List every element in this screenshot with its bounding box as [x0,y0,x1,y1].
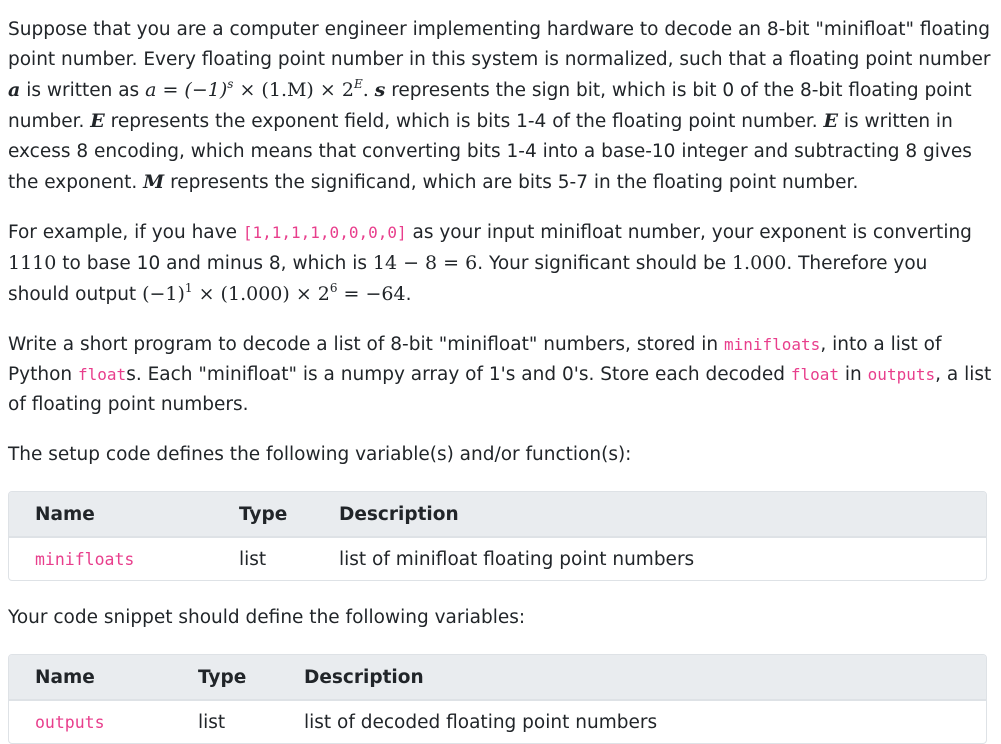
table-header-row [9,492,986,537]
setup-variables-heading: The setup code defines the following variable(s) and/or function(s): [8,444,632,465]
column-header-type: Type [172,655,278,700]
example-paragraph: For example, if you have [1,1,1,1,0,0,0,0] as your input minifloat number, your exponent is converting 1110 to base 10 and minus 8, which is 14 − 8 = 6. Your significant should be 1.000. Therefore you should output $(-1)^1 \times (1.000) \times 2^6 = -64$. [8,222,972,305]
variable-description: list of minifloat floating point numbers [339,548,695,570]
variable-name: minifloats [35,549,135,569]
output-variables-table [8,654,987,744]
table-row [9,700,986,743]
example-input-code: [1,1,1,1,0,0,0,0] [242,223,407,242]
column-header-name: Name [9,492,213,537]
column-header-name: Name [9,655,172,700]
column-header-description: Description [278,655,986,700]
intro-paragraph: Suppose that you are a computer engineer implementing hardware to decode an 8-bit "minifloat" floating point number. Every floating point number in this system is normalized, such that a floating point number a is written as $a = (-1)^s \times (1.M) \times 2^E$. s represents the sign bit, which is bit 0 of the 8-bit floating point number. E represents the exponent field, which is bits 1-4 of the floating point number. E is written in excess 8 encoding, which means that converting bits 1-4 into a base-10 integer and subtracting 8 gives the exponent. M represents the significand, which are bits 5-7 in the floating point number. [8,19,991,193]
table-header-row [9,655,986,700]
variable-name: outputs [35,712,105,732]
variable-type: list [198,711,226,733]
output-variables-heading: Your code snippet should define the following variables: [8,607,526,628]
example-output-formula: $(-1)^1 \times (1.000) \times 2^6 = -64$ [142,281,406,305]
minifloat-formula: $a = (-1)^s \times (1.M) \times 2^E$. [145,77,369,101]
variable-type: list [239,548,267,570]
table-row [9,537,986,580]
column-header-description: Description [313,492,986,537]
setup-variables-table [8,491,987,581]
task-paragraph: Write a short program to decode a list of 8-bit "minifloat" numbers, stored in minifloats, into a list of Python floats. Each "minifloat" is a numpy array of 1's and 0's. Store each decoded float in outputs, a list of floating point numbers. [8,334,992,415]
variable-description: list of decoded floating point numbers [304,711,658,733]
column-header-type: Type [213,492,313,537]
